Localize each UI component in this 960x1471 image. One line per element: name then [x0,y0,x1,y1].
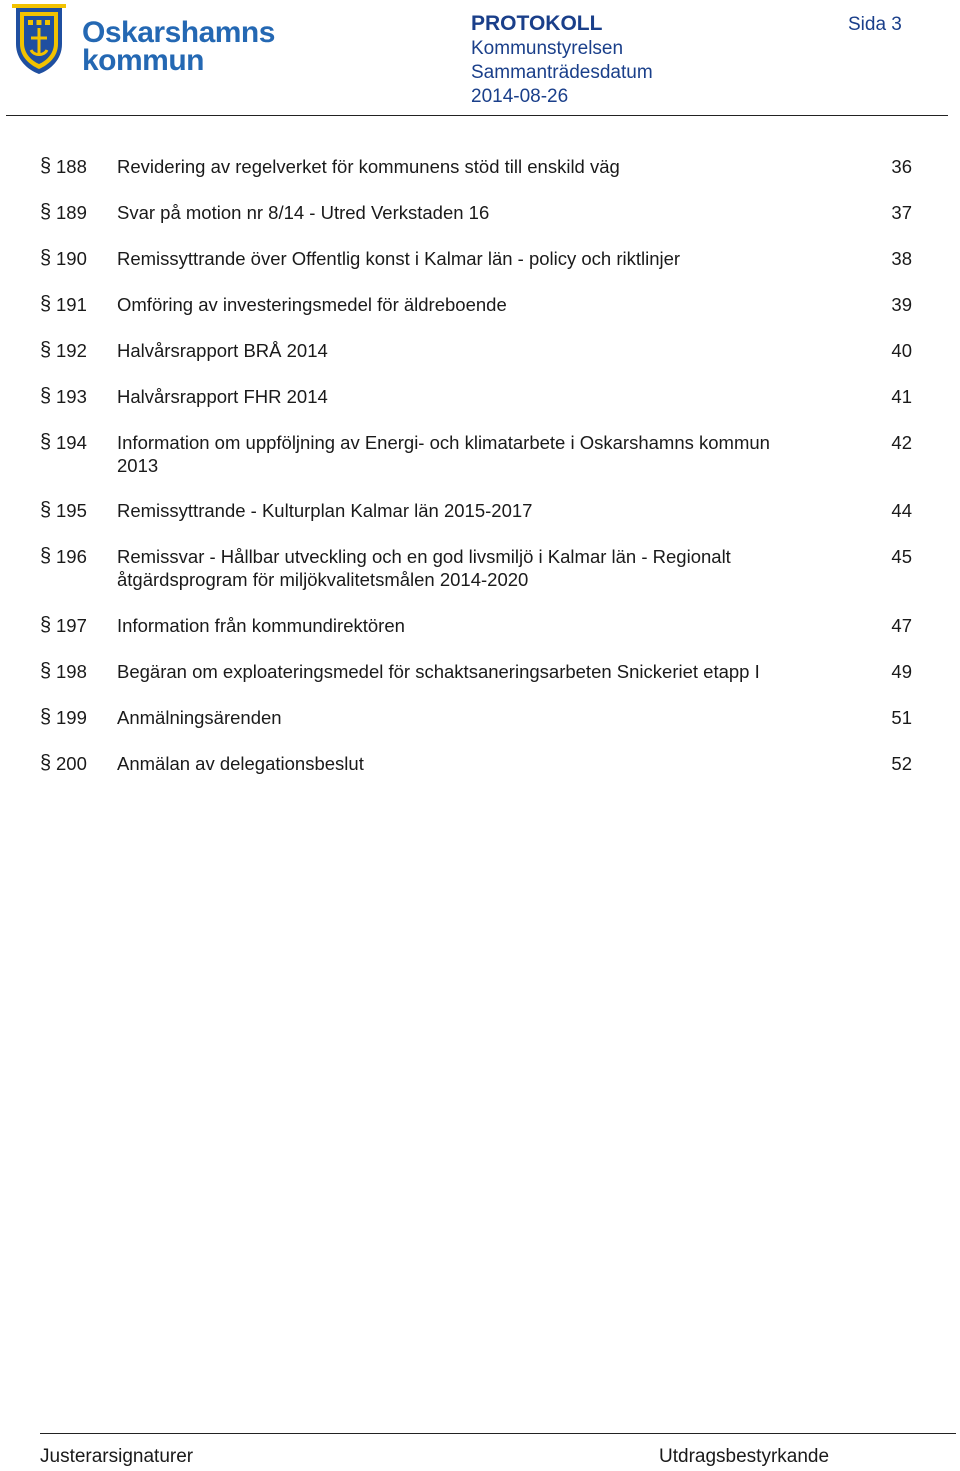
toc-item-title: Halvårsrapport BRÅ 2014 [117,340,328,361]
meeting-date: 2014-08-26 [471,86,569,107]
section-symbol: § [40,499,52,521]
toc-item-title: Omföring av investeringsmedel för äldreboende [117,294,507,315]
header-divider [6,115,948,116]
toc-item-title: Remissyttrande över Offentlig konst i Kalmar län - policy och riktlinjer [117,248,681,269]
coat-of-arms-icon [12,4,66,76]
section-symbol: § [40,614,52,636]
toc-item-number: 198 [56,661,87,682]
logo-name-line1: Oskarshamns [82,16,275,49]
toc-item-number: 192 [56,340,87,361]
body-name: Kommunstyrelsen [471,38,624,59]
toc-item-title: Revidering av regelverket för kommunens stöd till enskild väg [117,156,620,177]
toc-item-page: 42 [891,432,912,453]
section-symbol: § [40,431,52,453]
toc-item-page: 45 [891,546,912,567]
toc-item-page: 52 [891,753,912,774]
toc-item-number: 195 [56,500,87,521]
toc-item-title: Information från kommundirektören [117,615,405,636]
section-symbol: § [40,247,52,269]
toc-item-number: 194 [56,432,87,453]
toc-item-title: Halvårsrapport FHR 2014 [117,386,328,407]
toc-item-page: 37 [891,202,912,223]
toc-item-page: 36 [891,156,912,177]
toc-item-title: Information om uppföljning av Energi- och klimatarbete i Oskarshamns kommun [117,432,770,453]
toc-item-title: Anmälningsärenden [117,707,282,728]
section-symbol: § [40,706,52,728]
toc-item-number: 190 [56,248,87,269]
toc-item-number: 191 [56,294,87,315]
toc-item-page: 38 [891,248,912,269]
section-symbol: § [40,545,52,567]
toc-item-title: Remissvar - Hållbar utveckling och en god livsmiljö i Kalmar län - Regionalt [117,546,731,567]
toc-item-number: 193 [56,386,87,407]
page-number: Sida 3 [848,14,902,35]
section-symbol: § [40,201,52,223]
toc-item-page: 44 [891,500,912,521]
section-symbol: § [40,155,52,177]
toc-item-number: 200 [56,753,87,774]
toc-item-title: Anmälan av delegationsbeslut [117,753,364,774]
toc-item-number: 188 [56,156,87,177]
section-symbol: § [40,339,52,361]
toc-item-title: Begäran om exploateringsmedel för schaktsaneringsarbeten Snickeriet etapp I [117,661,760,682]
section-symbol: § [40,660,52,682]
toc-item-page: 40 [891,340,912,361]
toc-item-page: 49 [891,661,912,682]
toc-item-title: Remissyttrande - Kulturplan Kalmar län 2015-2017 [117,500,533,521]
toc-item-page: 39 [891,294,912,315]
section-symbol: § [40,752,52,774]
toc-item-number: 189 [56,202,87,223]
toc-item-page: 51 [891,707,912,728]
section-symbol: § [40,293,52,315]
municipality-logo [12,4,275,77]
toc-item-title-continued: åtgärdsprogram för miljökvalitetsmålen 2014-2020 [117,569,529,590]
toc-item-number: 199 [56,707,87,728]
footer-signatures-label: Justerarsignaturer [40,1446,194,1467]
footer-certification-label: Utdragsbestyrkande [659,1446,830,1467]
toc-item-page: 47 [891,615,912,636]
meeting-date-label: Sammanträdesdatum [471,62,653,83]
document-type: PROTOKOLL [471,12,603,35]
toc-item-number: 196 [56,546,87,567]
toc-item-title: Svar på motion nr 8/14 - Utred Verkstaden 16 [117,202,490,223]
footer-divider [40,1433,956,1434]
toc-item-page: 41 [891,386,912,407]
section-symbol: § [40,385,52,407]
toc-item-title-continued: 2013 [117,455,159,476]
logo-name-line2: kommun [82,44,205,77]
toc-item-number: 197 [56,615,87,636]
